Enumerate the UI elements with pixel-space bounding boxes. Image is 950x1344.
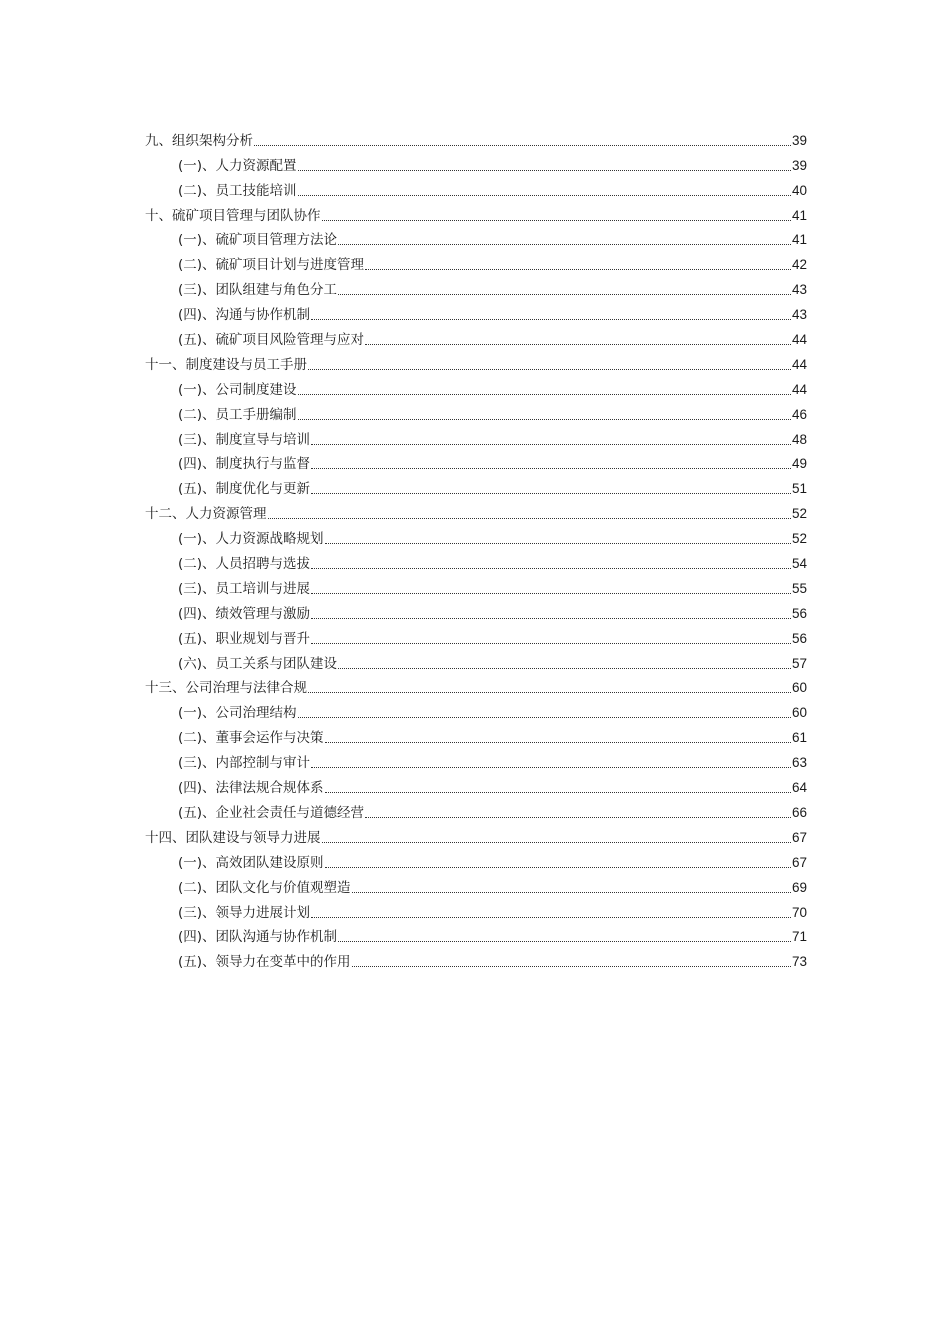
toc-section-entry[interactable] <box>145 175 807 200</box>
toc-entry-label: 十、硫矿项目管理与团队协作 <box>145 207 321 224</box>
toc-entry-label: (五)、企业社会责任与道德经营 <box>178 804 365 821</box>
toc-chapter-entry[interactable] <box>145 673 807 698</box>
toc-entry-label: (一)、人力资源配置 <box>178 157 297 174</box>
toc-dot-leader <box>338 668 791 669</box>
toc-dot-leader <box>311 319 791 320</box>
toc-entry-label: (二)、硫矿项目计划与进度管理 <box>178 257 365 274</box>
toc-entry-label: (二)、团队文化与价值观塑造 <box>178 879 351 896</box>
toc-page-number: 63 <box>791 755 807 771</box>
toc-section-entry[interactable] <box>145 747 807 772</box>
toc-dot-leader <box>352 892 791 893</box>
toc-entry-label: (一)、高效团队建设原则 <box>178 854 324 871</box>
toc-dot-leader <box>298 394 791 395</box>
toc-page-number: 39 <box>791 132 807 148</box>
table-of-contents <box>145 125 807 971</box>
toc-entry-label: (一)、公司制度建设 <box>178 381 297 398</box>
toc-section-entry[interactable] <box>145 274 807 299</box>
toc-chapter-entry[interactable] <box>145 125 807 150</box>
toc-page-number: 48 <box>791 431 807 447</box>
toc-entry-label: (四)、法律法规合规体系 <box>178 780 324 797</box>
toc-chapter-entry[interactable] <box>145 200 807 225</box>
toc-section-entry[interactable] <box>145 872 807 897</box>
toc-page-number: 64 <box>791 780 807 796</box>
toc-entry-label: (三)、制度宣导与培训 <box>178 431 311 448</box>
toc-entry-label: 九、组织架构分析 <box>145 132 253 149</box>
toc-page-number: 42 <box>791 257 807 273</box>
toc-section-entry[interactable] <box>145 573 807 598</box>
toc-dot-leader <box>298 717 791 718</box>
toc-section-entry[interactable] <box>145 697 807 722</box>
toc-section-entry[interactable] <box>145 598 807 623</box>
toc-section-entry[interactable] <box>145 249 807 274</box>
toc-dot-leader <box>311 468 791 469</box>
toc-section-entry[interactable] <box>145 623 807 648</box>
toc-page-number: 43 <box>791 282 807 298</box>
toc-page-number: 67 <box>791 854 807 870</box>
toc-page-number: 56 <box>791 630 807 646</box>
toc-chapter-entry[interactable] <box>145 349 807 374</box>
toc-dot-leader <box>311 618 791 619</box>
toc-page-number: 41 <box>791 232 807 248</box>
toc-dot-leader <box>254 145 791 146</box>
toc-dot-leader <box>338 244 791 245</box>
toc-entry-label: (四)、制度执行与监督 <box>178 456 311 473</box>
toc-dot-leader <box>298 419 791 420</box>
toc-section-entry[interactable] <box>145 772 807 797</box>
toc-dot-leader <box>311 593 791 594</box>
toc-page-number: 70 <box>791 904 807 920</box>
toc-entry-label: (三)、领导力进展计划 <box>178 904 311 921</box>
toc-entry-label: (五)、制度优化与更新 <box>178 481 311 498</box>
toc-entry-label: (一)、人力资源战略规划 <box>178 531 324 548</box>
toc-entry-label: (五)、领导力在变革中的作用 <box>178 954 351 971</box>
toc-entry-label: (五)、职业规划与晋升 <box>178 630 311 647</box>
toc-dot-leader <box>308 369 791 370</box>
toc-section-entry[interactable] <box>145 324 807 349</box>
toc-dot-leader <box>322 842 791 843</box>
toc-page-number: 73 <box>791 954 807 970</box>
toc-dot-leader <box>365 344 791 345</box>
toc-entry-label: (二)、人员招聘与选拔 <box>178 556 311 573</box>
toc-section-entry[interactable] <box>145 922 807 947</box>
toc-dot-leader <box>325 792 791 793</box>
toc-entry-label: (一)、公司治理结构 <box>178 705 297 722</box>
toc-page-number: 71 <box>791 929 807 945</box>
toc-page-number: 44 <box>791 332 807 348</box>
toc-section-entry[interactable] <box>145 424 807 449</box>
toc-dot-leader <box>311 767 791 768</box>
toc-page-number: 39 <box>791 157 807 173</box>
toc-page-number: 56 <box>791 605 807 621</box>
toc-chapter-entry[interactable] <box>145 822 807 847</box>
toc-dot-leader <box>311 444 791 445</box>
toc-dot-leader <box>311 917 791 918</box>
toc-entry-label: (六)、员工关系与团队建设 <box>178 655 338 672</box>
toc-page-number: 61 <box>791 730 807 746</box>
toc-section-entry[interactable] <box>145 648 807 673</box>
toc-dot-leader <box>365 269 791 270</box>
toc-section-entry[interactable] <box>145 473 807 498</box>
toc-page-number: 60 <box>791 680 807 696</box>
toc-dot-leader <box>311 568 791 569</box>
toc-entry-label: (二)、员工手册编制 <box>178 406 297 423</box>
toc-page-number: 41 <box>791 207 807 223</box>
toc-page-number: 52 <box>791 506 807 522</box>
toc-entry-label: (二)、董事会运作与决策 <box>178 730 324 747</box>
toc-page-number: 57 <box>791 655 807 671</box>
toc-page-number: 60 <box>791 705 807 721</box>
toc-entry-label: (五)、硫矿项目风险管理与应对 <box>178 332 365 349</box>
toc-entry-label: 十三、公司治理与法律合规 <box>145 680 307 697</box>
toc-entry-label: (四)、沟通与协作机制 <box>178 307 311 324</box>
toc-entry-label: 十四、团队建设与领导力进展 <box>145 829 321 846</box>
toc-page-number: 55 <box>791 580 807 596</box>
toc-dot-leader <box>322 220 791 221</box>
toc-page-number: 66 <box>791 804 807 820</box>
toc-page-number: 43 <box>791 307 807 323</box>
toc-entry-label: (一)、硫矿项目管理方法论 <box>178 232 338 249</box>
toc-page-number: 67 <box>791 829 807 845</box>
toc-section-entry[interactable] <box>145 449 807 474</box>
toc-dot-leader <box>325 867 791 868</box>
toc-section-entry[interactable] <box>145 897 807 922</box>
toc-section-entry[interactable] <box>145 399 807 424</box>
toc-section-entry[interactable] <box>145 523 807 548</box>
toc-page-number: 40 <box>791 182 807 198</box>
toc-dot-leader <box>268 518 791 519</box>
toc-entry-label: 十一、制度建设与员工手册 <box>145 356 307 373</box>
toc-page-number: 52 <box>791 531 807 547</box>
toc-page-number: 44 <box>791 381 807 397</box>
toc-dot-leader <box>325 742 791 743</box>
toc-section-entry[interactable] <box>145 548 807 573</box>
toc-dot-leader <box>325 543 791 544</box>
toc-page-number: 51 <box>791 481 807 497</box>
toc-section-entry[interactable] <box>145 299 807 324</box>
toc-page-number: 69 <box>791 879 807 895</box>
toc-dot-leader <box>308 692 791 693</box>
toc-dot-leader <box>298 170 791 171</box>
toc-entry-label: (四)、绩效管理与激励 <box>178 605 311 622</box>
toc-section-entry[interactable] <box>145 797 807 822</box>
toc-section-entry[interactable] <box>145 946 807 971</box>
toc-page-number: 46 <box>791 406 807 422</box>
toc-entry-label: (四)、团队沟通与协作机制 <box>178 929 338 946</box>
toc-entry-label: 十二、人力资源管理 <box>145 506 267 523</box>
toc-dot-leader <box>311 493 791 494</box>
toc-dot-leader <box>365 817 791 818</box>
toc-page-number: 44 <box>791 356 807 372</box>
toc-entry-label: (三)、团队组建与角色分工 <box>178 282 338 299</box>
toc-dot-leader <box>338 294 791 295</box>
toc-dot-leader <box>298 195 791 196</box>
toc-section-entry[interactable] <box>145 847 807 872</box>
toc-page-number: 49 <box>791 456 807 472</box>
toc-entry-label: (三)、员工培训与进展 <box>178 580 311 597</box>
toc-section-entry[interactable] <box>145 722 807 747</box>
toc-section-entry[interactable] <box>145 150 807 175</box>
toc-entry-label: (二)、员工技能培训 <box>178 182 297 199</box>
toc-dot-leader <box>311 643 791 644</box>
toc-section-entry[interactable] <box>145 374 807 399</box>
toc-page-number: 54 <box>791 556 807 572</box>
toc-dot-leader <box>338 941 791 942</box>
toc-section-entry[interactable] <box>145 225 807 250</box>
toc-dot-leader <box>352 966 791 967</box>
toc-chapter-entry[interactable] <box>145 498 807 523</box>
toc-entry-label: (三)、内部控制与审计 <box>178 755 311 772</box>
